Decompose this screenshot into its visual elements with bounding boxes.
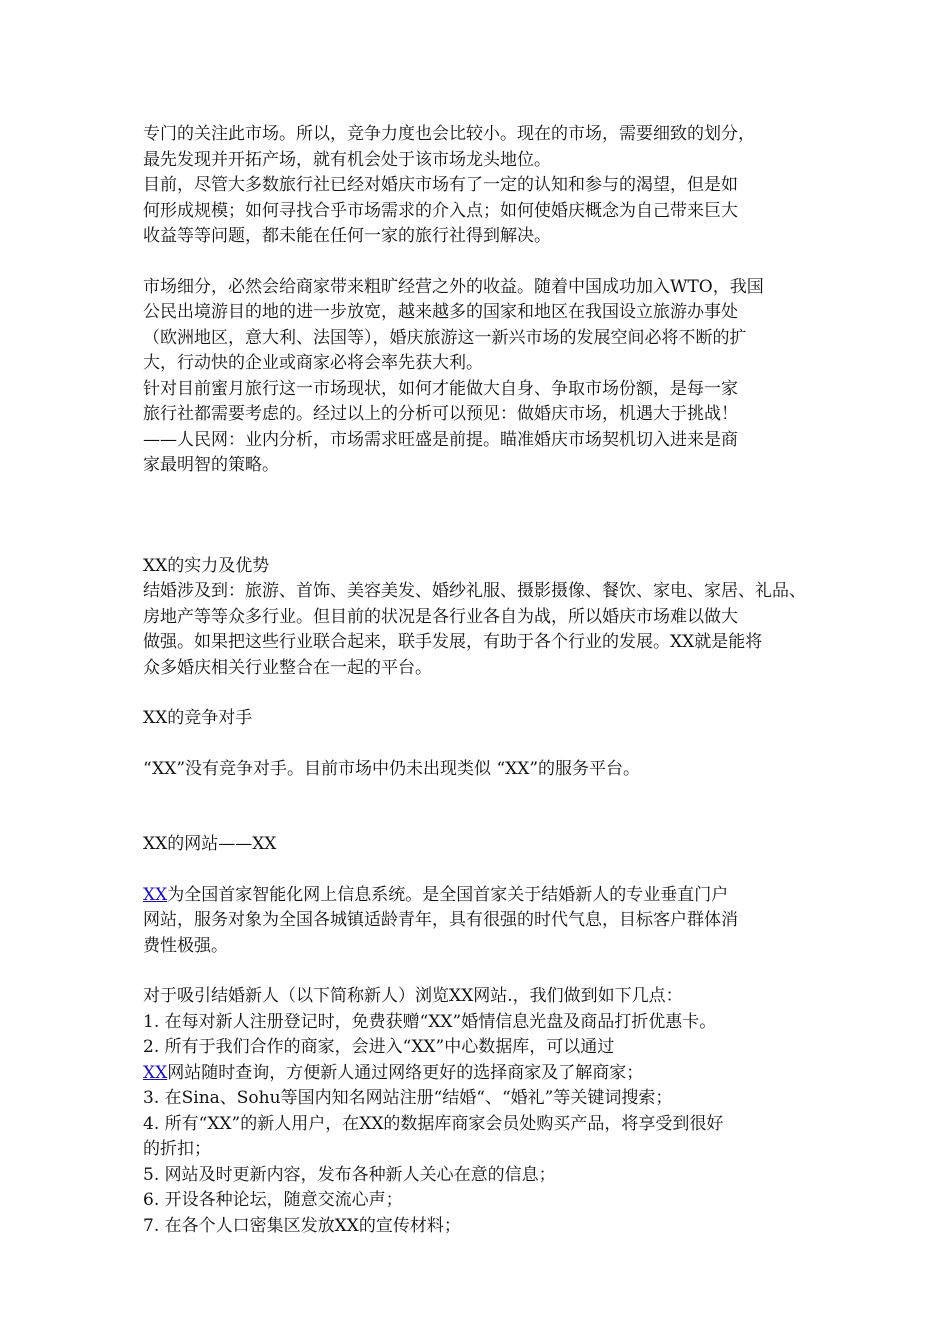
list-item: 2. 所有于我们合作的商家，会进入“XX”中心数据库，可以通过 [143, 1037, 615, 1057]
list-intro: 对于吸引结婚新人（以下简称新人）浏览XX网站.，我们做到如下几点： [143, 986, 683, 1006]
paragraph-website [143, 883, 813, 960]
list-item: 7. 在各个人口密集区发放XX的宣传材料； [143, 1215, 461, 1236]
text-fragment: 网站随时查询，方便新人通过网络更好的选择商家及了解商家； [167, 1062, 644, 1083]
website-link[interactable]: XX [143, 1062, 168, 1083]
text-line: 公民出境游目的地的进一步放宽，越来越多的国家和地区在我国设立旅游办事处 [143, 302, 738, 322]
list-item: 5. 网站及时更新内容，发布各种新人关心在意的信息； [143, 1164, 556, 1185]
paragraph-peoples-daily-quote [143, 428, 813, 479]
paragraph-travel-agencies [143, 173, 813, 250]
text-line: 结婚涉及到：旅游、首饰、美容美发、婚纱礼服、摄影摄像、餐饮、家电、家居、礼品、 [143, 581, 806, 601]
text-line: 针对目前蜜月旅行这一市场现状，如何才能做大自身、争取市场份额，是每一家 [143, 378, 738, 399]
list-item: 6. 开设各种论坛，随意交流心声； [143, 1190, 403, 1210]
document-page [143, 122, 813, 1239]
text-line [143, 883, 813, 909]
text-line: 最先发现并开拓产场，就有机会处于该市场龙头地位。 [143, 149, 551, 170]
section-heading-competitors: XX的竞争对手 [143, 708, 253, 728]
text-line: 何形成规模；如何寻找合乎市场需求的介入点；如何使婚庆概念为自己带来巨大 [143, 200, 738, 221]
text-fragment: 为全国首家智能化网上信息系统。是全国首家关于结婚新人的专业垂直门户 [167, 884, 729, 905]
text-line: 房地产等等众多行业。但目前的状况是各行业各自为战，所以婚庆市场难以做大 [143, 606, 738, 627]
text-line: ——人民网：业内分析，市场需求旺盛是前提。瞄准婚庆市场契机切入进来是商 [143, 429, 738, 450]
text-line: 网站，服务对象为全国各城镇适龄青年，具有很强的时代气息，目标客户群体消 [143, 910, 738, 930]
text-line: 费性极强。 [143, 935, 228, 956]
text-line: 做强。如果把这些行业联合起来，联手发展，有助于各个行业的发展。XX就是能将 [143, 632, 763, 652]
text-line: 旅行社都需要考虑的。经过以上的分析可以预见：做婚庆市场，机遇大于挑战！ [143, 404, 738, 424]
text-line: 市场细分，必然会给商家带来粗旷经营之外的收益。随着中国成功加入WTO，我国 [143, 276, 764, 297]
text-line: （欧洲地区，意大利、法国等），婚庆旅游这一新兴市场的发展空间必将不断的扩 [143, 327, 747, 348]
paragraph-competitors: “XX”没有竞争对手。目前市场中仍未出现类似 “XX”的服务平台。 [143, 758, 641, 779]
section-heading-website: XX的网站——XX [143, 834, 277, 854]
list-item [143, 1061, 813, 1087]
section-heading-strengths: XX的实力及优势 [143, 555, 270, 576]
list-item: 1. 在每对新人注册登记时，免费获赠“XX”婚情信息光盘及商品打折优惠卡。 [143, 1011, 717, 1032]
paragraph-honeymoon-travel [143, 377, 813, 428]
paragraph-strengths [143, 579, 813, 681]
paragraph-attract-couples [143, 984, 813, 1239]
paragraph-market-segmentation [143, 275, 813, 377]
paragraph-market-intro [143, 122, 813, 173]
list-item: 4. 所有“XX”的新人用户，在XX的数据库商家会员处购买产品，将享受到很好 [143, 1113, 724, 1134]
list-item: 的折扣； [143, 1139, 211, 1159]
text-line: 目前，尽管大多数旅行社已经对婚庆市场有了一定的认知和参与的渴望，但是如 [143, 175, 738, 195]
text-line: 大，行动快的企业或商家必将会率先获大利。 [143, 353, 483, 373]
text-line: 收益等等问题，都未能在任何一家的旅行社得到解决。 [143, 226, 551, 246]
text-line: 众多婚庆相关行业整合在一起的平台。 [143, 657, 432, 678]
text-line: 专门的关注此市场。所以，竞争力度也会比较小。现在的市场，需要细致的划分， [143, 124, 755, 144]
website-link[interactable]: XX [143, 884, 168, 905]
list-item: 3. 在Sina、Sohu等国内知名网站注册“结婚“、“婚礼”等关键词搜索； [143, 1088, 673, 1108]
text-line: 家最明智的策略。 [143, 455, 279, 475]
